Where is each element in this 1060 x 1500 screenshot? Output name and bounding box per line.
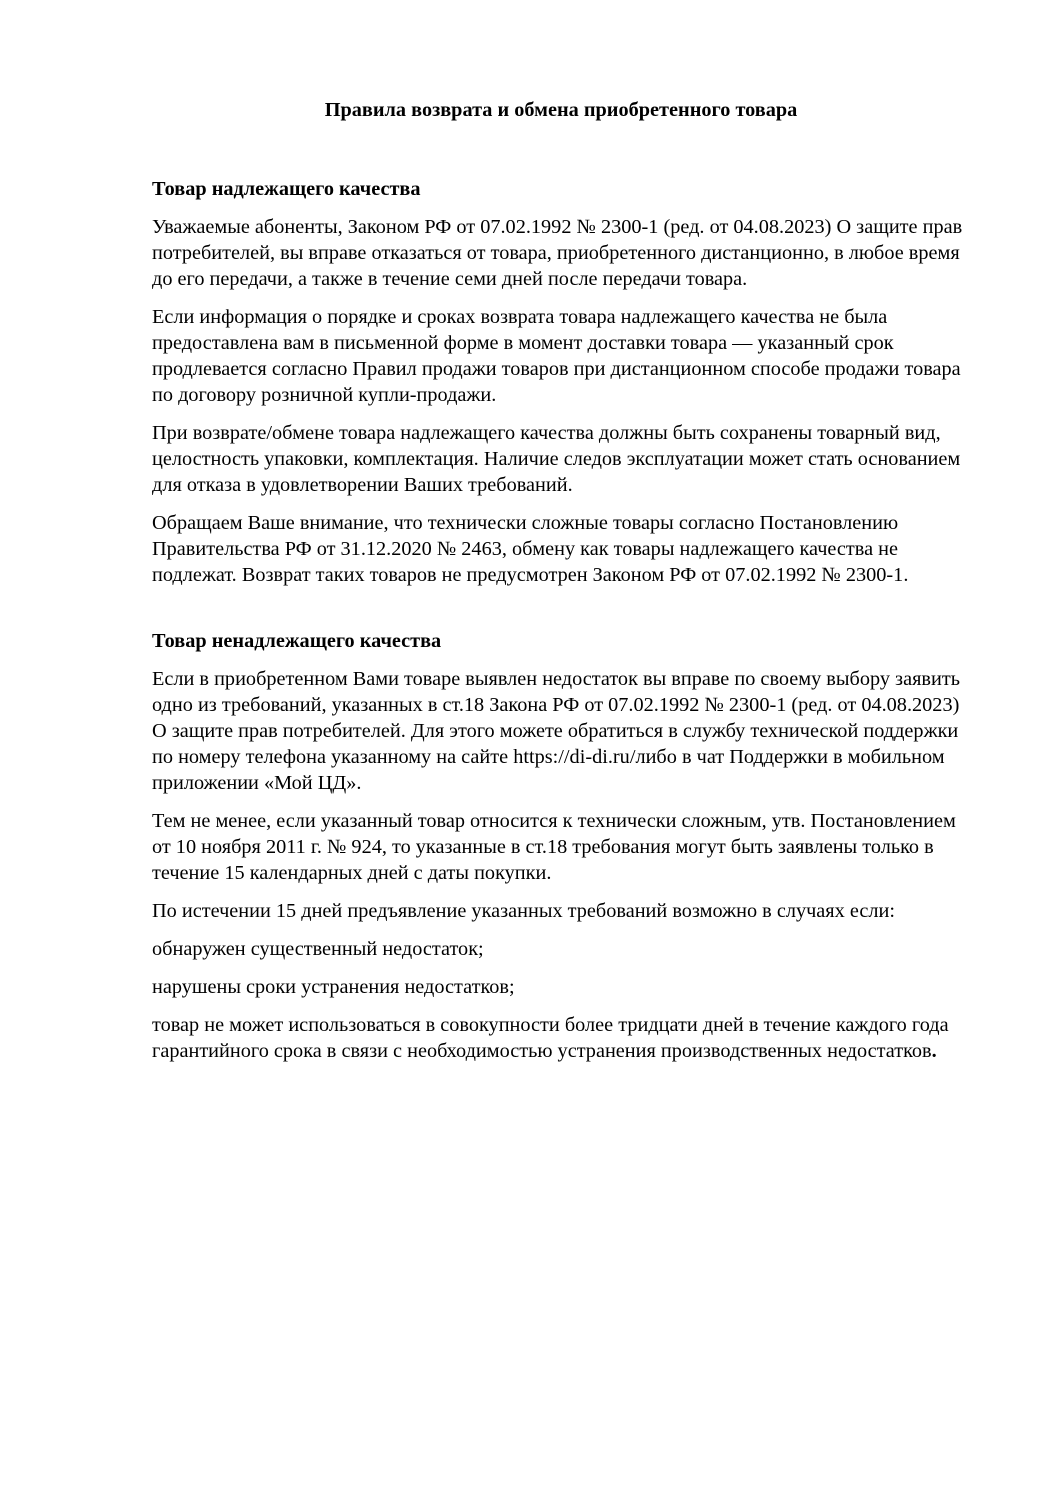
paragraph-substantial-defect: обнаружен существенный недостаток; [152,938,484,960]
section-improper-quality [152,628,970,1064]
section-proper-quality [152,176,970,588]
document-title: Правила возврата и обмена приобретенного товара [324,99,798,121]
paragraph-return-conditions: При возврате/обмене товара надлежащего качества должны быть сохранены товарный вид, целостность упаковки, комплектация. Наличие следов эксплуатации может стать основанием для отказа в удовлетворении Ваших требований. [152,422,961,496]
paragraph-written-info-term: Если информация о порядке и сроках возврата товара надлежащего качества не была предоставлена вам в письменной форме в момент доставки товара — указанный срок продлевается согласно Правил продажи товаров при дистанционном способе продажи товара по договору розничной купли-продажи. [152,306,961,406]
paragraph-final-bold-period: . [931,1040,937,1062]
paragraph-violated-repair-terms: нарушены сроки устранения недостатков; [152,976,515,998]
paragraph-thirty-days-unusable [152,1012,970,1064]
section-heading-proper-quality: Товар надлежащего качества [152,178,421,200]
paragraph-defect-claims: Если в приобретенном Вами товаре выявлен недостаток вы вправе по своему выбору заявить одно из требований, указанных в ст.18 Закона РФ от 07.02.1992 № 2300-1 (ред. от 04.08.2023) О защите прав потребителей. Для этого можете обратиться в службу технической поддержки по номеру телефона указанному на сайте https://di-di.ru/либо в чат Поддержки в мобильном приложении «Мой ЦД». [152,668,960,794]
paragraph-after-15-days-intro: По истечении 15 дней предъявление указанных требований возможно в случаях если: [152,900,895,922]
paragraph-distance-refusal: Уважаемые абоненты, Законом РФ от 07.02.1992 № 2300-1 (ред. от 04.08.2023) О защите прав потребителей, вы вправе отказаться от товара, приобретенного дистанционно, в любое время до его передачи, а также в течение семи дней после передачи товара. [152,216,963,290]
paragraph-15-days-rule: Тем не менее, если указанный товар относится к технически сложным, утв. Постановлением от 10 ноября 2011 г. № 924, то указанные в ст.18 требования могут быть заявлены только в течение 15 календарных дней с даты покупки. [152,810,956,884]
section-heading-improper-quality: Товар ненадлежащего качества [152,630,442,652]
paragraph-thirty-days-unusable-text: товар не может использоваться в совокупности более тридцати дней в течение каждого года гарантийного срока в связи с необходимостью устранения производственных недостатков [152,1014,949,1062]
paragraph-technically-complex-goods: Обращаем Ваше внимание, что технически сложные товары согласно Постановлению Правительства РФ от 31.12.2020 № 2463, обмену как товары надлежащего качества не подлежат. Возврат таких товаров не предусмотрен Законом РФ от 07.02.1992 № 2300-1. [152,512,909,586]
